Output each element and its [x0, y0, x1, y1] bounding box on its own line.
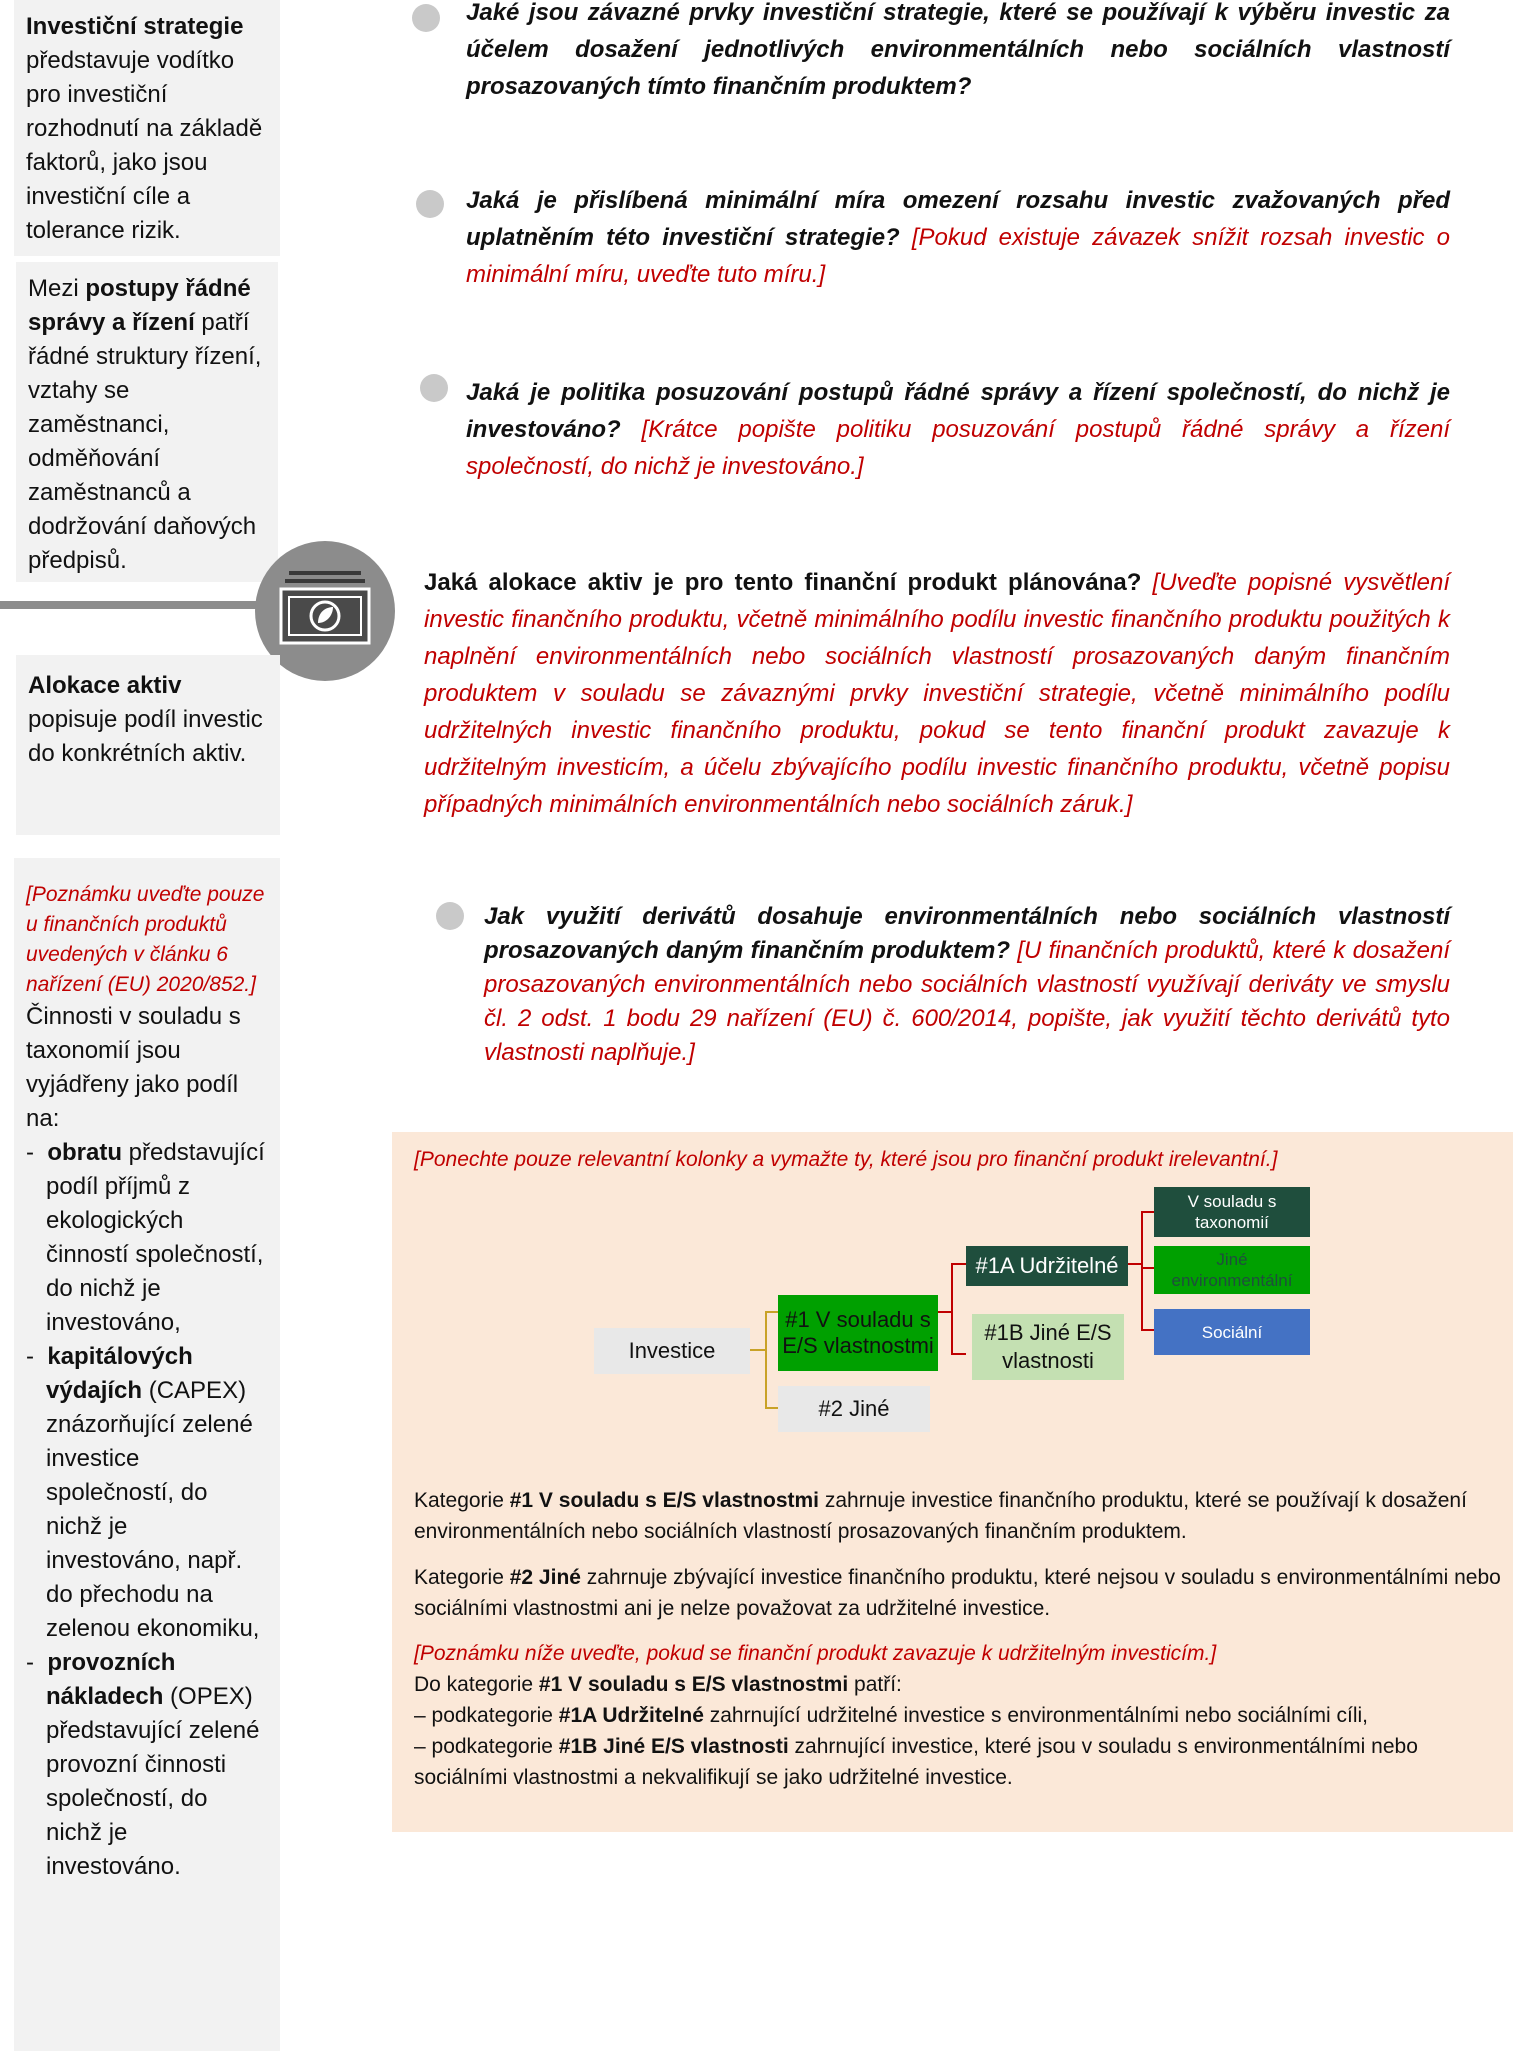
- into-pre: Do kategorie: [414, 1673, 539, 1696]
- cat-bold: #1 V souladu s E/S vlastnostmi: [509, 1489, 820, 1512]
- node-investice: Investice: [594, 1328, 750, 1374]
- question-asset-allocation: [424, 564, 1450, 823]
- node-other-env: Jiné environmentální: [1154, 1246, 1310, 1294]
- question-minimum-rate: [466, 182, 1450, 293]
- question-instruction: [Krátce popište politiku posuzování postupů řádné správy a řízení společností, do nichž je investováno.]: [466, 416, 1450, 480]
- question-text: Jak využití derivátů dosahuje environmentálních nebo sociálních vlastností prosazovaných daným finančním produktem?: [484, 903, 1450, 964]
- governance-text: patří řádné struktury řízení, vztahy se zaměstnanci, odměňování zaměstnanců a dodržování daňových předpisů.: [28, 309, 262, 574]
- bullet-dot: [436, 902, 464, 930]
- sub-bold: #1B Jiné E/S vlastnosti: [558, 1735, 789, 1758]
- category-2-text: [414, 1562, 1504, 1624]
- governance-pre: Mezi: [28, 275, 86, 302]
- node-1-es: #1 V souladu s E/S vlastnostmi: [778, 1295, 938, 1371]
- bullet-dot: [420, 374, 448, 402]
- item-bold: obratu: [47, 1139, 123, 1166]
- question-text: Jaká alokace aktiv je pro tento finanční produkt plánována?: [424, 569, 1142, 596]
- diagram-connectors: [392, 1132, 1513, 1532]
- cat-text: zahrnuje zbývající investice finančního produktu, které nejsou v souladu s environmentálními nebo sociálními vlastnostmi ani je nelze považovat za udržitelné investice.: [414, 1566, 1501, 1620]
- dash: -: [26, 1649, 34, 1676]
- taxonomy-intro: Činnosti v souladu s taxonomií jsou vyjádřeny jako podíl na:: [26, 1003, 241, 1132]
- diagram-instruction: [Ponechte pouze relevantní kolonky a vymažte ty, které jsou pro finanční produkt irelevantní.]: [414, 1148, 1278, 1171]
- cat-pre: Kategorie: [414, 1566, 510, 1589]
- sub-pre: – podkategorie: [414, 1735, 559, 1758]
- question-instruction: [Uveďte popisné vysvětlení investic finančního produktu, včetně minimálního podílu investic finančního produktu použitých k naplnění environmentálních nebo sociálních vlastností prosazovaných daným finančním produktem v souladu se závaznými prvky investiční strategie, včetně minimálního podílu udržitelných investic finančního produktu, pokud se tento finanční produkt zavazuje k udržitelným investicím, a účelu zbývajícího podílu investic finančního produktu, včetně popisu případných minimálních environmentálních nebo sociálních záruk.]: [424, 569, 1450, 818]
- question-derivatives: [484, 900, 1450, 1070]
- node-1a-sustainable: #1A Udržitelné: [966, 1246, 1128, 1286]
- into-text: patří:: [848, 1673, 902, 1696]
- dash: -: [26, 1139, 34, 1166]
- item-text: představující podíl příjmů z ekologických činností společností, do nichž je investováno,: [46, 1139, 265, 1336]
- node-social: Sociální: [1154, 1309, 1310, 1355]
- allocation-text: popisuje podíl investic do konkrétních aktiv.: [28, 706, 263, 767]
- bullet-dot: [416, 190, 444, 218]
- item-text: (CAPEX) znázorňující zelené investice společností, do nichž je investováno, např. do přechodu na zelenou ekonomiku,: [46, 1377, 260, 1642]
- governance-bold: postupy řádné správy a řízení: [28, 275, 251, 336]
- sidebar-strategy-box: [14, 0, 280, 256]
- strategy-title: Investiční strategie: [26, 13, 244, 40]
- sub-bold: #1A Udržitelné: [558, 1704, 704, 1727]
- question-text: Jaké jsou závazné prvky investiční strategie, které se používají k výběru investic za účelem dosažení jednotlivých environmentálních nebo sociálních vlastností prosazovaných tímto finančním produktem?: [466, 0, 1450, 100]
- into-line: [414, 1669, 1504, 1700]
- sub-text: zahrnující udržitelné investice s environmentálními nebo sociálními cíli,: [703, 1704, 1369, 1727]
- taxonomy-note: [Poznámku uveďte pouze u finančních produktů uvedených v článku 6 nařízení (EU) 2020/852.]: [26, 883, 265, 996]
- question-governance-policy: [466, 374, 1450, 485]
- question-instruction: [Pokud existuje závazek snížit rozsah investic o minimální míru, uveďte tuto míru.]: [466, 224, 1450, 288]
- strategy-text: představuje vodítko pro investiční rozhodnutí na základě faktorů, jako jsou investiční cíle a tolerance rizik.: [26, 47, 263, 244]
- node-taxonomy: V souladu s taxonomií: [1154, 1187, 1310, 1237]
- sub-pre: – podkategorie: [414, 1704, 559, 1727]
- question-text: Jaká je přislíbená minimální míra omezení rozsahu investic zvažovaných před uplatněním této investiční strategie?: [466, 187, 1450, 251]
- sidebar-allocation-box: [16, 655, 280, 835]
- question-text: Jaká je politika posuzování postupů řádné správy a řízení společností, do nichž je investováno?: [466, 379, 1450, 443]
- cat-pre: Kategorie: [414, 1489, 510, 1512]
- cat-bold: #2 Jiné: [509, 1566, 581, 1589]
- bullet-dot: [412, 4, 440, 32]
- sub-text: zahrnující investice, které jsou v souladu s environmentálními nebo sociálními vlastnostmi a nekvalifikují se jako udržitelné investice.: [414, 1735, 1418, 1789]
- sub1-line: [414, 1700, 1504, 1731]
- into-bold: #1 V souladu s E/S vlastnostmi: [538, 1673, 849, 1696]
- taxonomy-item: [26, 1646, 268, 1884]
- divider-line: [0, 601, 262, 609]
- sidebar-taxonomy-box: [14, 858, 280, 2051]
- item-bold: provozních nákladech: [46, 1649, 176, 1710]
- cat-text: zahrnuje investice finančního produktu, které se používají k dosažení environmentálních nebo sociálních vlastností prosazovaných finančním produktem.: [414, 1489, 1467, 1543]
- node-1b-other-es: #1B Jiné E/S vlastnosti: [972, 1314, 1124, 1380]
- question-instruction: [U finančních produktů, které k dosažení prosazovaných environmentálních nebo sociálních vlastností využívají deriváty ve smyslu čl. 2 odst. 1 bodu 29 nařízení (EU) č. 600/2014, popište, jak využití těchto derivátů tyto vlastnosti naplňuje.]: [484, 937, 1450, 1066]
- node-2-other: #2 Jiné: [778, 1386, 930, 1432]
- category-1-text: [414, 1485, 1504, 1547]
- sustainable-note: [Poznámku níže uveďte, pokud se finanční produkt zavazuje k udržitelným investicím.]: [414, 1642, 1217, 1665]
- dash: -: [26, 1343, 34, 1370]
- taxonomy-item: [26, 1340, 268, 1646]
- subcategory-text: [414, 1638, 1504, 1793]
- question-binding-elements: [466, 0, 1450, 105]
- sub2-line: [414, 1731, 1504, 1793]
- allocation-title: Alokace aktiv: [28, 672, 182, 699]
- sidebar-governance-box: [16, 262, 278, 582]
- item-text: (OPEX) představující zelené provozní činnosti společností, do nichž je investováno.: [46, 1683, 260, 1880]
- taxonomy-item: [26, 1136, 268, 1340]
- item-bold: kapitálových výdajích: [46, 1343, 193, 1404]
